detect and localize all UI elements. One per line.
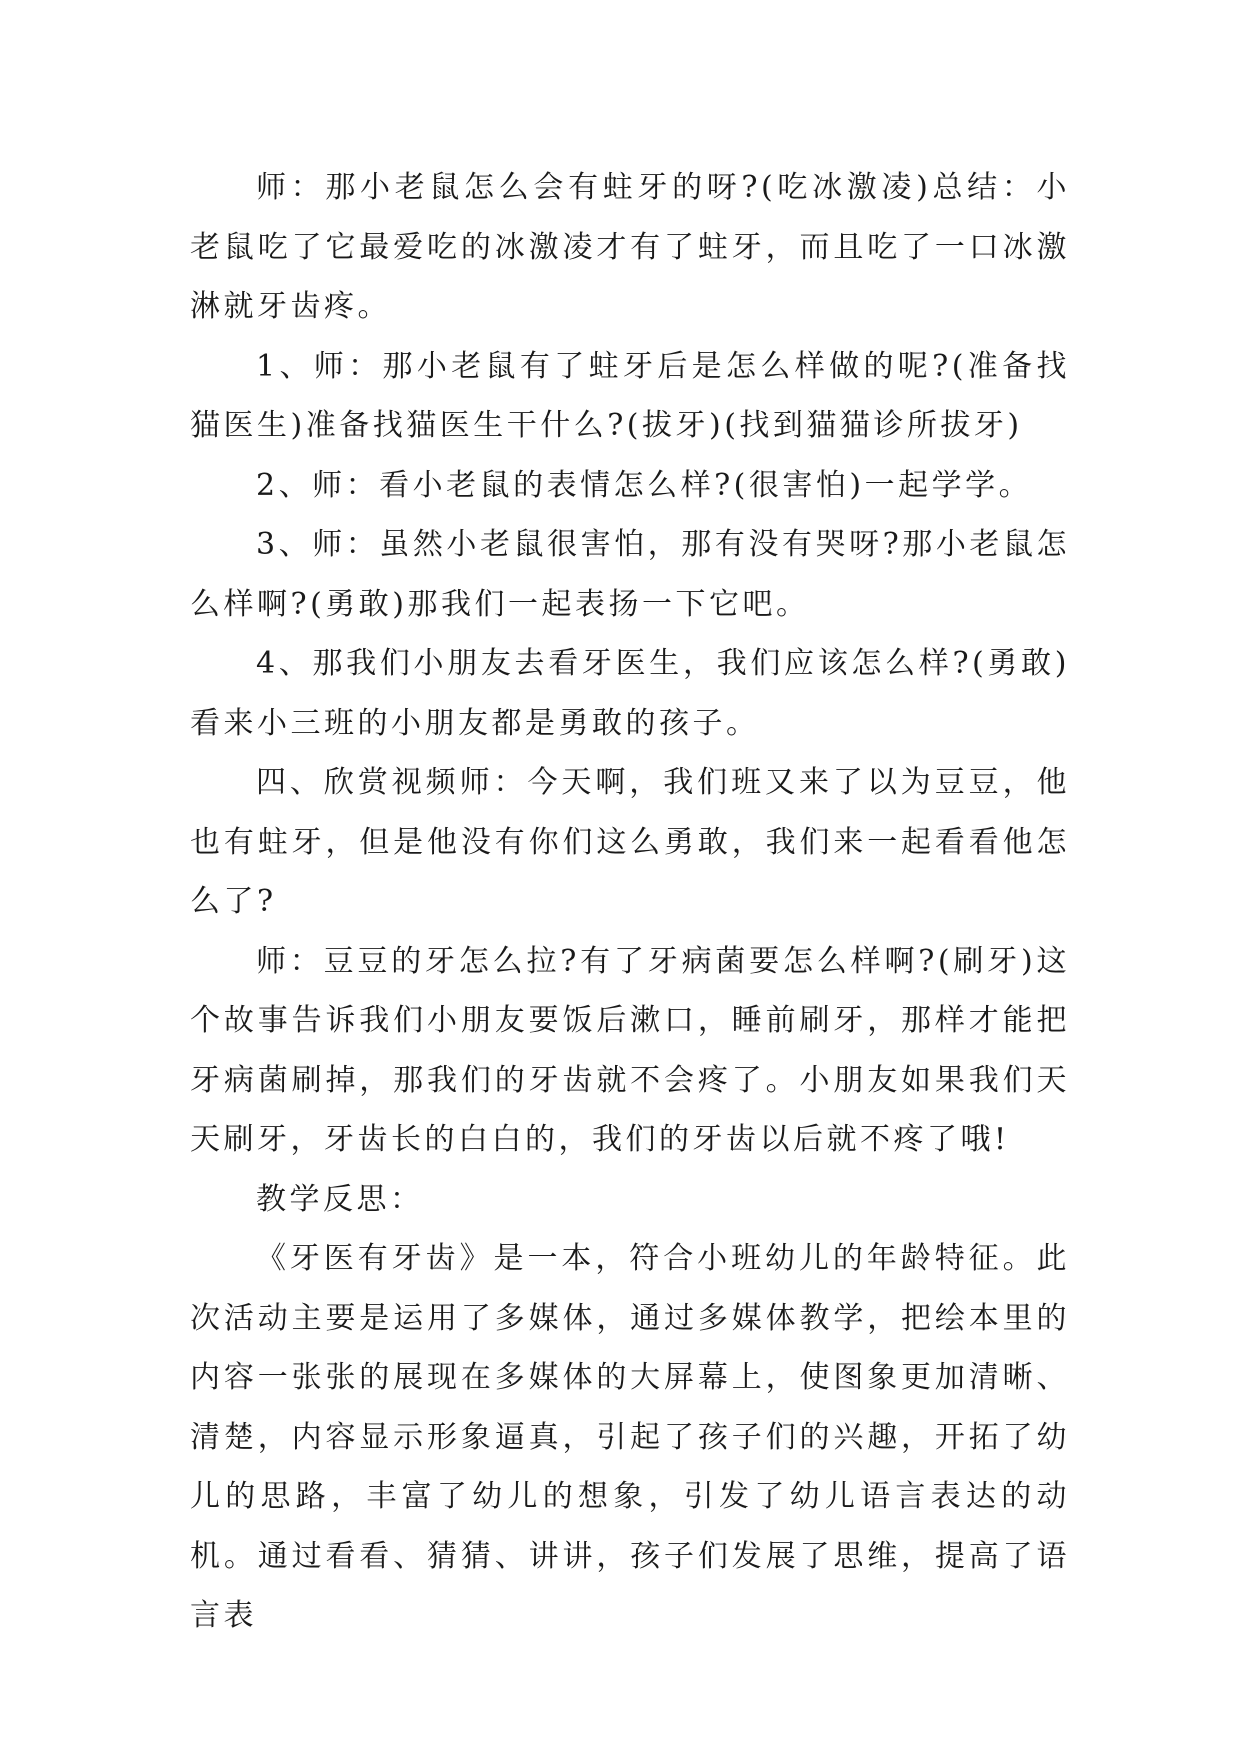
paragraph-step-3: 3、师：虽然小老鼠很害怕，那有没有哭呀?那小老鼠怎么样啊?(勇敢)那我们一起表扬一下它吧。 [190, 527, 1070, 622]
document-body [190, 158, 1070, 1646]
paragraph-teacher-summary: 师：豆豆的牙怎么拉?有了牙病菌要怎么样啊?(刷牙)这个故事告诉我们小朋友要饭后漱口，睡前刷牙，那样才能把牙病菌刷掉，那我们的牙齿就不会疼了。小朋友如果我们天天刷牙，牙齿长的白白的，我们的牙齿以后就不疼了哦! [190, 943, 1070, 1157]
paragraph-reflection: 《牙医有牙齿》是一本，符合小班幼儿的年龄特征。此次活动主要是运用了多媒体，通过多媒体教学，把绘本里的内容一张张的展现在多媒体的大屏幕上，使图象更加清晰、清楚，内容显示形象逼真，引起了孩子们的兴趣，开拓了幼儿的思路，丰富了幼儿的想象，引发了幼儿语言表达的动机。通过看看、猜猜、讲讲，孩子们发展了思维，提高了语言表 [190, 1241, 1070, 1633]
paragraph-step-1: 1、师：那小老鼠有了蛀牙后是怎么样做的呢?(准备找猫医生)准备找猫医生干什么?(拔牙)(找到猫猫诊所拔牙) [190, 348, 1070, 443]
section-heading-reflection: 教学反思： [256, 1181, 424, 1217]
paragraph-teacher-question: 师：那小老鼠怎么会有蛀牙的呀?(吃冰激凌)总结：小老鼠吃了它最爱吃的冰激凌才有了蛀牙，而且吃了一口冰激淋就牙齿疼。 [190, 170, 1070, 324]
paragraph-section-four: 四、欣赏视频师：今天啊，我们班又来了以为豆豆，他也有蛀牙，但是他没有你们这么勇敢，我们来一起看看他怎么了? [190, 765, 1070, 919]
paragraph-step-4: 4、那我们小朋友去看牙医生，我们应该怎么样?(勇敢)看来小三班的小朋友都是勇敢的孩子。 [190, 646, 1070, 741]
paragraph-step-2: 2、师：看小老鼠的表情怎么样?(很害怕)一起学学。 [256, 467, 1033, 503]
